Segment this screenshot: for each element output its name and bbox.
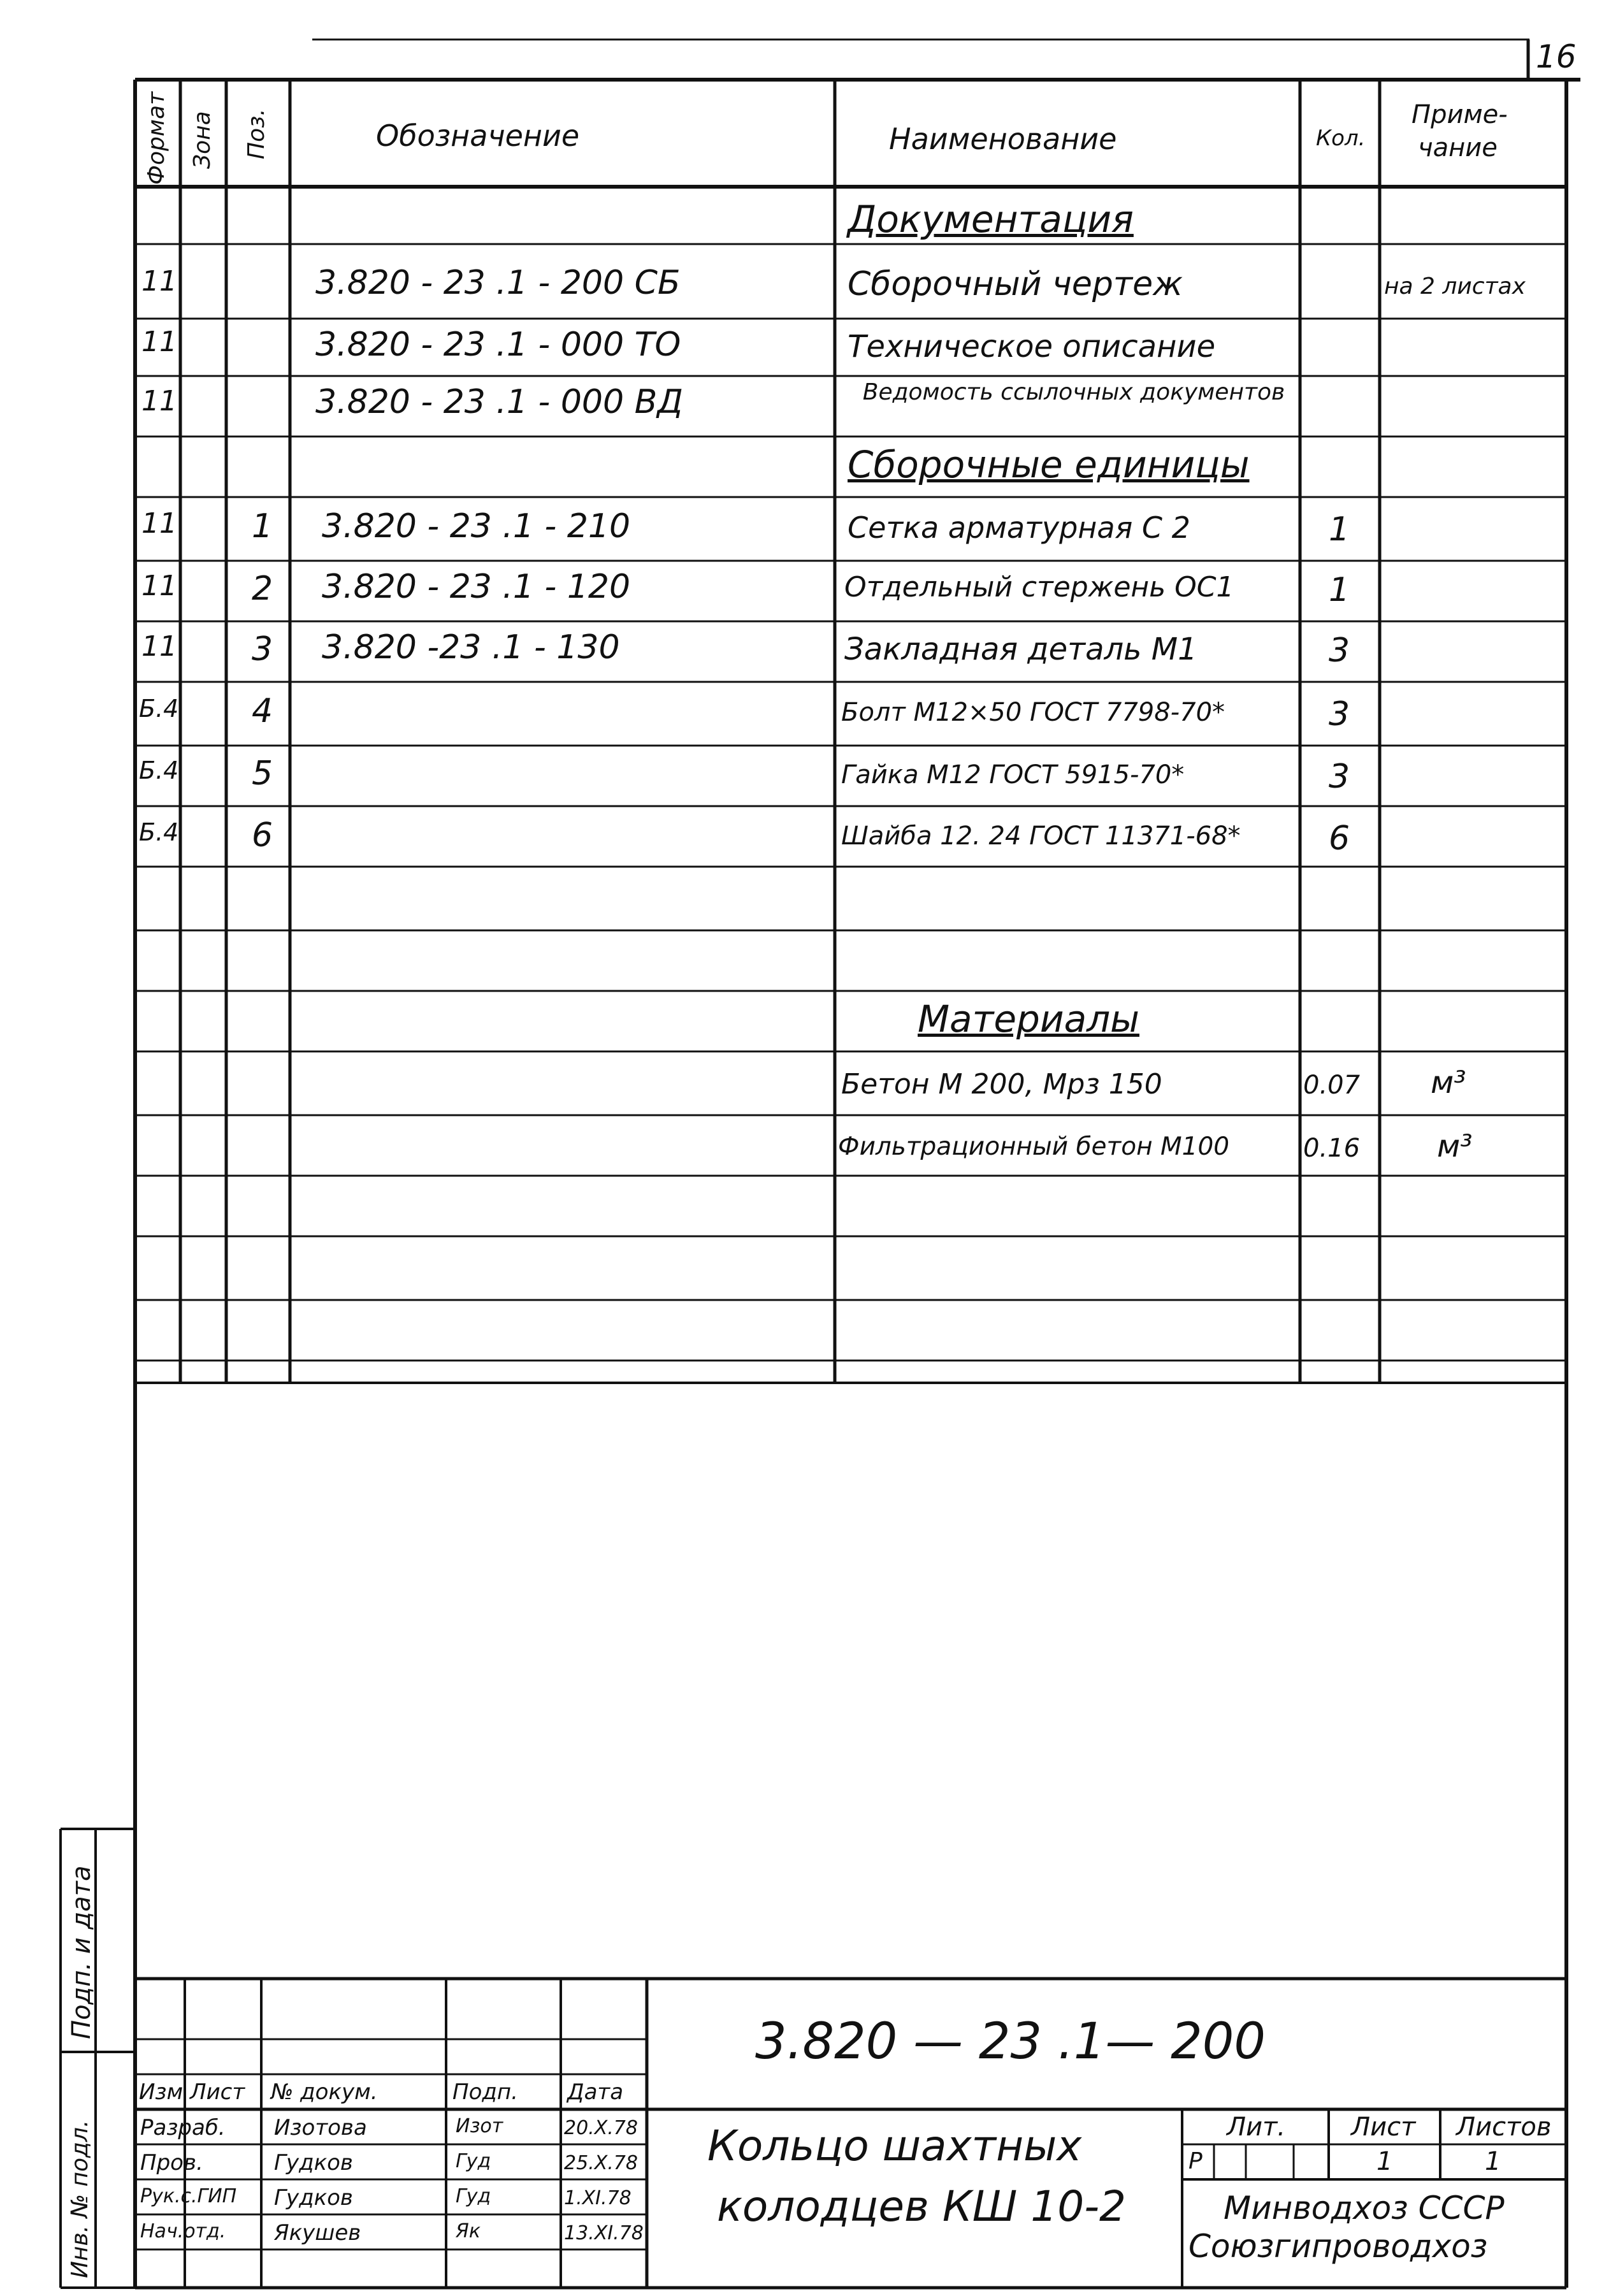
- row-10-qty: 0.07: [1303, 1071, 1361, 1100]
- staff-1-sign: Изот: [456, 2115, 503, 2137]
- row-8-format: Б.4: [139, 756, 179, 784]
- staff-3-sign: Гуд: [456, 2185, 491, 2207]
- header-qty: Кол.: [1316, 126, 1366, 151]
- staff-3-name: Гудков: [274, 2185, 353, 2211]
- row-5-qty: 1: [1329, 571, 1350, 609]
- row-11-qty: 0.16: [1303, 1134, 1361, 1163]
- header-designation: Обозначение: [376, 119, 580, 153]
- row-10-note: м³: [1431, 1065, 1466, 1101]
- section-documentation: Документация: [848, 198, 1134, 241]
- staff-2-role: Пров.: [140, 2150, 203, 2176]
- row-11-name: Фильтрационный бетон М100: [838, 1132, 1230, 1161]
- header-name: Наименование: [889, 122, 1117, 156]
- staff-1-name: Изотова: [274, 2115, 367, 2141]
- title-line-2: колодцев КШ 10-2: [717, 2182, 1127, 2231]
- row-11-note: м³: [1437, 1129, 1473, 1164]
- row-3-format: 11: [141, 385, 177, 417]
- row-6-format: 11: [141, 630, 177, 663]
- staff-1-date: 20.X.78: [564, 2117, 638, 2139]
- row-5-name: Отдельный стержень ОС1: [844, 571, 1234, 603]
- header-format: Формат: [143, 91, 170, 185]
- tb-col-list: Лист: [190, 2079, 245, 2105]
- row-9-format: Б.4: [139, 818, 179, 846]
- row-4-name: Сетка арматурная С 2: [848, 510, 1190, 545]
- side-label-sign-date: Подп. и дата: [67, 1865, 96, 2039]
- sheets-label: Листов: [1456, 2112, 1552, 2142]
- row-1-format: 11: [141, 265, 177, 298]
- row-10-name: Бетон М 200, Мрз 150: [841, 1068, 1162, 1101]
- tb-col-izm: Изм: [139, 2079, 184, 2105]
- header-note-1: Приме-: [1412, 100, 1508, 129]
- sheet-number: 16: [1536, 38, 1577, 75]
- row-5-designation: 3.820 - 23 .1 - 120: [322, 568, 631, 606]
- org-line-2: Союзгипроводхоз: [1188, 2228, 1488, 2265]
- staff-4-sign: Як: [456, 2220, 480, 2242]
- tb-col-sign: Подп.: [452, 2079, 518, 2105]
- sheet-value: 1: [1376, 2147, 1393, 2176]
- row-2-designation: 3.820 - 23 .1 - 000 ТО: [315, 326, 681, 364]
- row-7-pos: 4: [252, 692, 273, 730]
- staff-2-date: 25.X.78: [564, 2152, 638, 2174]
- org-line-1: Минводхоз СССР: [1224, 2190, 1505, 2227]
- tb-col-doc: № докум.: [271, 2079, 378, 2105]
- row-6-designation: 3.820 -23 .1 - 130: [322, 628, 620, 667]
- sheets-value: 1: [1485, 2147, 1501, 2176]
- lit-label: Лит.: [1227, 2112, 1286, 2142]
- row-3-name: Ведомость ссылочных документов: [862, 379, 1285, 405]
- row-6-pos: 3: [252, 630, 273, 668]
- staff-2-sign: Гуд: [456, 2150, 491, 2172]
- row-6-qty: 3: [1329, 632, 1350, 670]
- row-7-qty: 3: [1329, 695, 1350, 733]
- staff-4-role: Нач.отд.: [140, 2220, 226, 2242]
- row-9-name: Шайба 12. 24 ГОСТ 11371-68*: [841, 821, 1241, 851]
- row-4-format: 11: [141, 507, 177, 540]
- row-4-pos: 1: [252, 507, 273, 545]
- row-4-qty: 1: [1329, 510, 1350, 549]
- tb-col-date: Дата: [567, 2079, 624, 2105]
- row-8-name: Гайка М12 ГОСТ 5915-70*: [841, 760, 1185, 790]
- staff-2-name: Гудков: [274, 2150, 353, 2176]
- row-8-qty: 3: [1329, 758, 1350, 796]
- row-2-format: 11: [141, 326, 177, 358]
- staff-4-date: 13.XI.78: [564, 2222, 644, 2244]
- row-7-name: Болт М12×50 ГОСТ 7798-70*: [841, 698, 1225, 727]
- header-zone: Зона: [189, 111, 215, 169]
- doc-code: 3.820 — 23 .1— 200: [755, 2013, 1266, 2070]
- row-7-format: Б.4: [139, 695, 179, 723]
- sheet-label: Лист: [1351, 2112, 1416, 2142]
- row-9-pos: 6: [252, 816, 273, 855]
- row-1-name: Сборочный чертеж: [848, 265, 1183, 303]
- staff-1-role: Разраб.: [140, 2115, 226, 2141]
- row-6-name: Закладная деталь М1: [844, 632, 1197, 667]
- lit-value: Р: [1188, 2148, 1203, 2174]
- staff-4-name: Якушев: [274, 2220, 361, 2246]
- title-line-1: Кольцо шахтных: [707, 2121, 1082, 2170]
- row-5-pos: 2: [252, 570, 273, 608]
- staff-3-role: Рук.с.ГИП: [140, 2185, 237, 2207]
- row-4-designation: 3.820 - 23 .1 - 210: [322, 507, 631, 545]
- row-1-note: на 2 листах: [1384, 273, 1526, 300]
- row-3-designation: 3.820 - 23 .1 - 000 ВД: [315, 383, 683, 421]
- row-8-pos: 5: [252, 755, 273, 793]
- header-pos: Поз.: [243, 108, 270, 159]
- row-9-qty: 6: [1329, 819, 1350, 858]
- section-materials: Материалы: [918, 997, 1139, 1041]
- row-1-designation: 3.820 - 23 .1 - 200 СБ: [315, 264, 681, 302]
- section-assembly-units: Сборочные единицы: [848, 443, 1250, 486]
- staff-3-date: 1.XI.78: [564, 2187, 632, 2209]
- header-note-2: чание: [1418, 133, 1498, 162]
- side-label-inv-no: Инв. № подл.: [67, 2119, 93, 2278]
- row-5-format: 11: [141, 570, 177, 602]
- row-2-name: Техническое описание: [848, 329, 1216, 365]
